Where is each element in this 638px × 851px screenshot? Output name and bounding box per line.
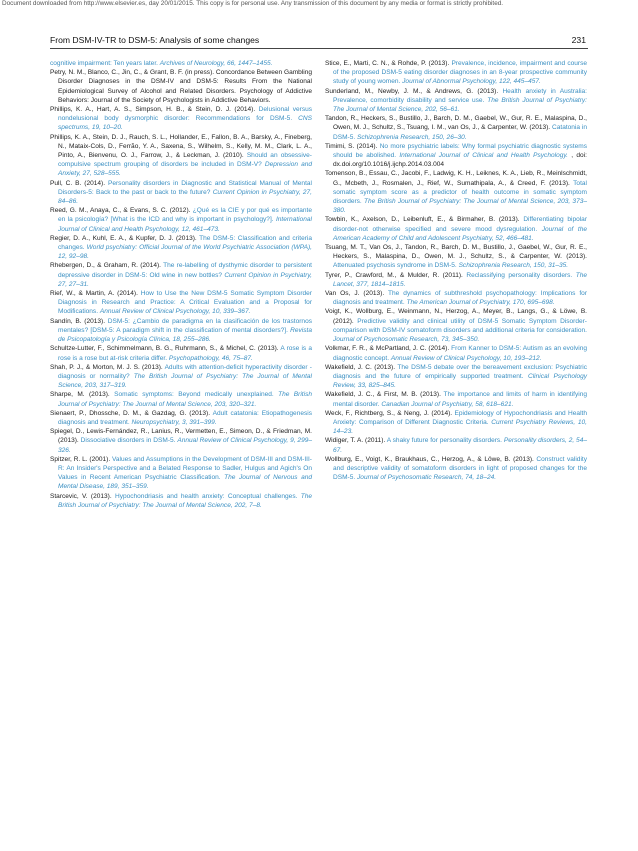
reference-authors: Sunderland, M., Newby, J. M., & Andrews, G. (2013). <box>325 87 499 95</box>
reference-entry <box>325 271 587 289</box>
reference-journal[interactable]: World psychiatry: Official Journal of the World Psychiatric Association (WPA), 12, 92–98. <box>58 244 312 261</box>
reference-entry <box>325 455 587 483</box>
reference-authors: Tandon, R., Heckers, S., Bustillo, J., Barch, D. M., Gaebel, W., Gur, R. E., Malaspina, D., Owen, M. J., Schultz, S., Tsuang, I. M., van Os, J., & Carpenter, W. (2013). <box>325 115 587 132</box>
reference-title-link[interactable]: Health anxiety in Australia: Prevalence, comorbidity disability and service use. <box>333 87 587 104</box>
running-header <box>50 34 588 49</box>
reference-authors: Stice, E., Marti, C. N., & Rohde, P. (2013). <box>325 60 450 67</box>
reference-entry <box>50 409 312 427</box>
reference-title-link[interactable]: Predictive validity and clinical utility of DSM-5 Somatic Symptom Disorder-comparison with DSM-IV somatoform disorders and additional criteria for consideration. <box>333 317 587 334</box>
reference-authors: Rhebergen, D., & Graham, R. (2014). <box>50 262 161 270</box>
reference-entry <box>50 390 312 408</box>
reference-entry <box>50 289 312 317</box>
reference-journal[interactable]: The British Journal of Psychiatry: The Journal of Mental Science, 202, 56–61. <box>333 96 587 114</box>
reference-journal[interactable]: Journal of Abnormal Psychology, 122, 445–457. <box>402 78 541 86</box>
reference-title-link[interactable]: Delusional versus nondelusional body dysmorphic disorder: Recommendations for DSM-5. <box>58 106 313 123</box>
reference-title-link[interactable]: Adults with attention-deficit hyperactivity disorder - diagnosis or normality? <box>58 363 312 380</box>
reference-entry <box>50 179 312 207</box>
reference-authors: Van Os, J. (2013). <box>325 290 385 298</box>
reference-entry <box>325 215 587 243</box>
reference-title-link[interactable]: From Kanner to DSM-5: Autism as an evolving diagnostic concept. <box>333 345 587 362</box>
reference-authors: Schultze-Lutter, F., Schimmelmann, B. G., Ruhrmann, S., & Michel, C. (2013). <box>50 345 279 353</box>
reference-journal[interactable]: Annual Review of Clinical Psychology, 10, 339–367. <box>99 308 251 316</box>
reference-authors: Reed, G. M., Anaya, C., & Evans, S. C. (2012). <box>50 207 191 215</box>
reference-entry <box>325 87 587 115</box>
reference-title-link[interactable]: cognitive impairment: Ten years later. <box>50 60 158 67</box>
reference-title-link[interactable]: Prevalence, incidence, impairment and course of the proposed DSM-5 eating disorder diagnoses in an 8-year prospective community study of young women. <box>333 60 587 86</box>
reference-entry <box>325 114 587 142</box>
reference-entry <box>50 133 312 179</box>
reference-title-link[interactable]: How to Use the New DSM-5 Somatic Symptom Disorder Diagnosis in Research and Practice: A Critical Evaluation and a Proposal for Modifications. <box>58 290 312 316</box>
reference-title-link[interactable]: DSM-5: ¿Cambio de paradigma en la clasificación de los trastornos mentales? [DSM-5: A paradigm shift in the classification of mental disorders?]. <box>58 317 312 334</box>
reference-journal[interactable]: The British Journal of Psychiatry: The Journal of Mental Science, 202, 7–8. <box>58 492 312 509</box>
reference-title-link[interactable]: Adult catatonia: Etiopathogenesis diagnosis and treatment. <box>58 409 312 426</box>
reference-authors: Towbin, K., Axelson, D., Leibenluft, E., & Birmaher, B. (2013). <box>325 216 520 224</box>
reference-entry <box>50 59 312 68</box>
reference-column-left <box>50 59 312 510</box>
reference-journal[interactable]: CNS spectrums, 19, 10–20. <box>58 115 312 132</box>
reference-authors: Tomenson, B., Essau, C., Jacobi, F., Ladwig, K. H., Leiknes, K. A., Lieb, R., Meinlschmidt, G., Mcbeth, J., Rosmalen, J., Rief, W., Sumathipala, A., & Creed, F. (2013). <box>325 170 587 187</box>
reference-authors: Sandín, B. (2013). <box>50 317 106 325</box>
reference-entry <box>325 436 587 454</box>
reference-journal[interactable]: Psychopathology, 46, 75–87. <box>168 354 253 362</box>
reference-authors: Wakefield, J. C., & First, M. B. (2013). <box>325 391 441 399</box>
reference-authors: Sharpe, M. (2013). <box>50 391 110 399</box>
reference-journal[interactable]: Current Opinion in Psychiatry, 27, 27–31. <box>58 271 313 288</box>
reference-journal[interactable]: Journal of the American Academy of Child and Adolescent Psychiatry, 52, 466–481. <box>333 225 587 242</box>
reference-entry <box>50 363 312 391</box>
reference-entry <box>325 307 587 344</box>
reference-entry <box>50 492 312 510</box>
reference-entry <box>325 363 587 391</box>
running-title: From DSM-IV-TR to DSM-5: Analysis of some changes <box>50 35 260 45</box>
reference-authors: Starcevic, V. (2013). <box>50 492 112 500</box>
reference-authors: Phillips, K. A., Hart, A. S., Simpson, H. B., & Stein, D. J. (2014). <box>50 106 256 114</box>
reference-entry <box>50 317 312 345</box>
reference-entry <box>325 409 587 437</box>
reference-entry <box>50 455 312 492</box>
reference-title-link[interactable]: Attenuated psychosis syndrome in DSM-5. <box>333 262 457 270</box>
reference-title-link[interactable]: Construct validity and descriptive validity of somatoform disorders in light of proposed changes for the DSM-5. <box>333 455 587 482</box>
reference-authors: Tsuang, M. T., Van Os, J., Tandon, R., Barch, D. M., Bustillo, J., Gaebel, W., Gur, R. E., Heckers, S., Malaspina, D., Owen, M. J., Schultz, S., & Carpenter, W. (2013). <box>325 244 587 261</box>
reference-authors: Sienaert, P., Dhossche, D. M., & Gazdag, G. (2013). <box>50 409 211 417</box>
reference-entry <box>50 68 312 105</box>
reference-entry <box>325 59 587 87</box>
reference-journal[interactable]: Current Psychiatry Reviews, 10, 14–23. <box>333 418 587 436</box>
reference-journal[interactable]: The British Journal of Psychiatry: The Journal of Mental Science, 203, 317–319. <box>58 372 312 390</box>
reference-journal[interactable]: The Lancet, 377, 1814–1815. <box>333 271 587 288</box>
reference-column-right <box>325 59 587 482</box>
reference-title-link[interactable]: Reclassifying personality disorders. <box>466 271 573 279</box>
reference-authors: Spiegel, D., Lewis-Fernández, R., Lanius, R., Vermetten, E., Simeon, D., & Friedman, M. (2013). <box>50 428 312 445</box>
reference-title-link[interactable]: Personality disorders in Diagnostic and Statistical Manual of Mental Disorders-5: Back to the past or back to the future? <box>58 179 312 196</box>
reference-journal[interactable]: Revista de Psicopatología y Psicología Clínica, 18, 255–286. <box>58 326 312 344</box>
reference-title-link[interactable]: Differentiating bipolar disorder-not otherwise specified and severe mood dysregulation. <box>333 216 588 233</box>
reference-title-link[interactable]: Dissociative disorders in DSM-5. <box>80 437 176 445</box>
reference-journal[interactable]: Current Opinion in Psychiatry, 27, 84–86. <box>58 188 312 206</box>
reference-journal[interactable]: Clinical Psychology Review, 33, 825–845. <box>333 372 587 390</box>
reference-title-link[interactable]: The importance and limits of harm in identifying mental disorder. <box>333 391 588 408</box>
reference-authors: Volkmar, F. R., & McPartland, J. C. (2014). <box>325 345 450 353</box>
reference-journal[interactable]: Journal of Psychosomatic Research, 73, 345–350. <box>333 336 480 344</box>
reference-authors: Wollburg, E., Voigt, K., Braukhaus, C., Herzog, A., & Löwe, B. (2013). <box>325 455 534 463</box>
reference-journal[interactable]: Journal of Psychosomatic Research, 74, 18–24. <box>357 474 497 482</box>
reference-authors: Widiger, T. A. (2011). <box>325 437 386 445</box>
reference-journal[interactable]: Annual Review of Clinical Psychology, 10, 193–212. <box>390 354 542 362</box>
reference-journal[interactable]: Neuropsychiatry, 3, 391–399. <box>131 418 217 426</box>
reference-entry <box>50 344 312 362</box>
reference-journal[interactable]: The American Journal of Psychiatry, 170, 695–698. <box>406 299 555 307</box>
reference-authors: Tyrer, P., Crawford, M., & Mulder, R. (2011). <box>325 271 463 279</box>
reference-title-link[interactable]: ¿Qué es la CIE y por qué es importante en la psicología? [What is the ICD and why is important in psychology?]. <box>58 207 312 224</box>
reference-title-link[interactable]: Should an obsessive-compulsive spectrum grouping of disorders be included in DSM-V? <box>58 152 312 169</box>
reference-entry <box>325 243 587 271</box>
reference-title-link[interactable]: Total somatic symptom score as a predictor of health outcome in somatic symptom disorders. <box>333 179 587 206</box>
reference-journal[interactable]: International Journal of Clinical and Health Psychology, 12, 461–473. <box>58 216 312 233</box>
reference-title-link[interactable]: A shaky future for personality disorders. <box>386 437 502 445</box>
reference-entry <box>325 142 587 170</box>
reference-title-link[interactable]: The re-labelling of dysthymic disorder to persistent depressive disorder in DSM-5: Old wine in new bottles? <box>58 262 312 279</box>
reference-journal[interactable]: Personality disorders, 2, 54–67. <box>333 437 587 454</box>
reference-authors: Rief, W., & Martin, A. (2014). <box>50 290 138 298</box>
reference-title-link[interactable]: Somatic symptoms: Beyond medically unexplained. <box>114 391 274 399</box>
reference-entry <box>325 390 587 408</box>
reference-journal[interactable]: The Journal of Nervous and Mental Disease, 189, 351–359. <box>58 474 312 491</box>
reference-entry <box>50 206 312 234</box>
reference-title-link[interactable]: A rose is a rose is a rose but at-risk criteria differ. <box>58 345 312 362</box>
reference-authors: Shah, P. J., & Morton, M. J. S. (2013). <box>50 363 163 371</box>
download-notice: Document downloaded from http://www.elsevier.es, day 20/01/2015. This copy is for personal use. Any transmission of this document by any media or format is strictly prohibited. <box>2 0 504 7</box>
reference-authors: Timimi, S. (2014). <box>325 142 378 150</box>
reference-journal[interactable]: Canadian Journal of Psychiatry, 58, 618–621. <box>381 400 514 408</box>
reference-title-link[interactable]: Catatonia in DSM-5. <box>333 124 587 141</box>
reference-title-link[interactable]: The dynamics of subthreshold psychopathology: Implications for diagnosis and treatment. <box>333 290 588 307</box>
reference-entry <box>325 169 587 215</box>
reference-entry <box>50 261 312 289</box>
reference-journal[interactable]: International Journal of Clinical and Health Psychology. <box>399 152 568 160</box>
reference-entry <box>325 344 587 362</box>
reference-authors: Phillips, K. A., Stein, D. J., Rauch, S. L., Hollander, E., Fallon, B. A., Barsky, A., Fineberg, N., Mataix-Cols, D., Ferrão, Y. A., Saxena, S., Wilhelm, S., Kelly, M. M., Clark, L. A., Pinto, A., Bienvenu, O. J., Farrow, J., & Leckman, J. (2010). <box>50 133 312 160</box>
page-number: 231 <box>571 35 586 45</box>
reference-title-link[interactable]: Values and Assumptions in the Development of DSM-III and DSM-III-R: An Insider's Perspective and a Belated Response to Sadler, Hulgus and Agich's On Values in Recent American Psychiatric Classification. <box>58 455 312 482</box>
reference-entry <box>50 427 312 455</box>
reference-journal[interactable]: The British Journal of Psychiatry: The Journal of Mental Science, 203, 320–321. <box>58 391 312 408</box>
reference-title-link[interactable]: Hypochondriasis and health anxiety: Conceptual challenges. <box>114 492 298 500</box>
reference-authors: Spitzer, R. L. (2001). <box>50 455 111 463</box>
reference-journal[interactable]: Archives of Neurology, 66, 1447–1455. <box>159 60 273 67</box>
reference-title-link[interactable]: The DSM-5 debate over the bereavement exclusion: Psychiatric diagnosis and the future of empirically supported treatment. <box>333 363 587 380</box>
reference-title-link[interactable]: The DSM-5: Classification and criteria changes. <box>58 234 312 252</box>
reference-authors: Wakefield, J. C. (2013). <box>325 363 396 371</box>
reference-entry <box>50 105 312 133</box>
reference-authors: Regier, D. A., Kuhl, E. A., & Kupfer, D. J. (2013). <box>50 234 197 242</box>
reference-authors: Voigt, K., Wollburg, E., Weinmann, N., Herzog, A., Meyer, B., Langs, G., & Löwe, B. (2012). <box>325 308 587 325</box>
reference-entry <box>50 234 312 262</box>
reference-journal[interactable]: Schizophrenia Research, 150, 31–35. <box>458 262 569 270</box>
reference-journal[interactable]: Schizophrenia Research, 150, 26–30. <box>357 133 467 141</box>
reference-journal[interactable]: Annual Review of Clinical Psychology, 9, 299–326. <box>58 437 312 454</box>
reference-journal[interactable]: The British Journal of Psychiatry: The Journal of Mental Science, 203, 373–380. <box>333 198 587 215</box>
reference-entry <box>325 289 587 307</box>
reference-doi: , doi: dx.doi.org/10.1016/j.ijchp.2014.03.004 <box>333 152 587 169</box>
reference-title-link[interactable]: Epidemiology of Hypochondriasis and Health Anxiety: Comparison of Different Diagnostic Criteria. <box>333 409 587 426</box>
reference-title-link[interactable]: No more psychiatric labels: Why formal psychiatric diagnostic systems should be abolished. <box>333 142 587 160</box>
reference-authors: Pull, C. B. (2014). <box>50 179 106 187</box>
reference-authors: Petry, N. M., Blanco, C., Jin, C., & Grant, B. F. (in press). Concordance Between Gambling Disorder Diagnoses in the DSM-IV and DSM-5: Results From the National Epidemiological Survey of Alcohol and Related Disorders. Psychology of Addictive Behaviors: Journal of the Society of Psychologists in Addictive Behaviors. <box>50 69 312 104</box>
reference-journal[interactable]: Depression and Anxiety, 27, 528–555. <box>58 161 312 178</box>
reference-authors: Weck, F., Richtberg, S., & Neng, J. (2014). <box>325 409 453 417</box>
